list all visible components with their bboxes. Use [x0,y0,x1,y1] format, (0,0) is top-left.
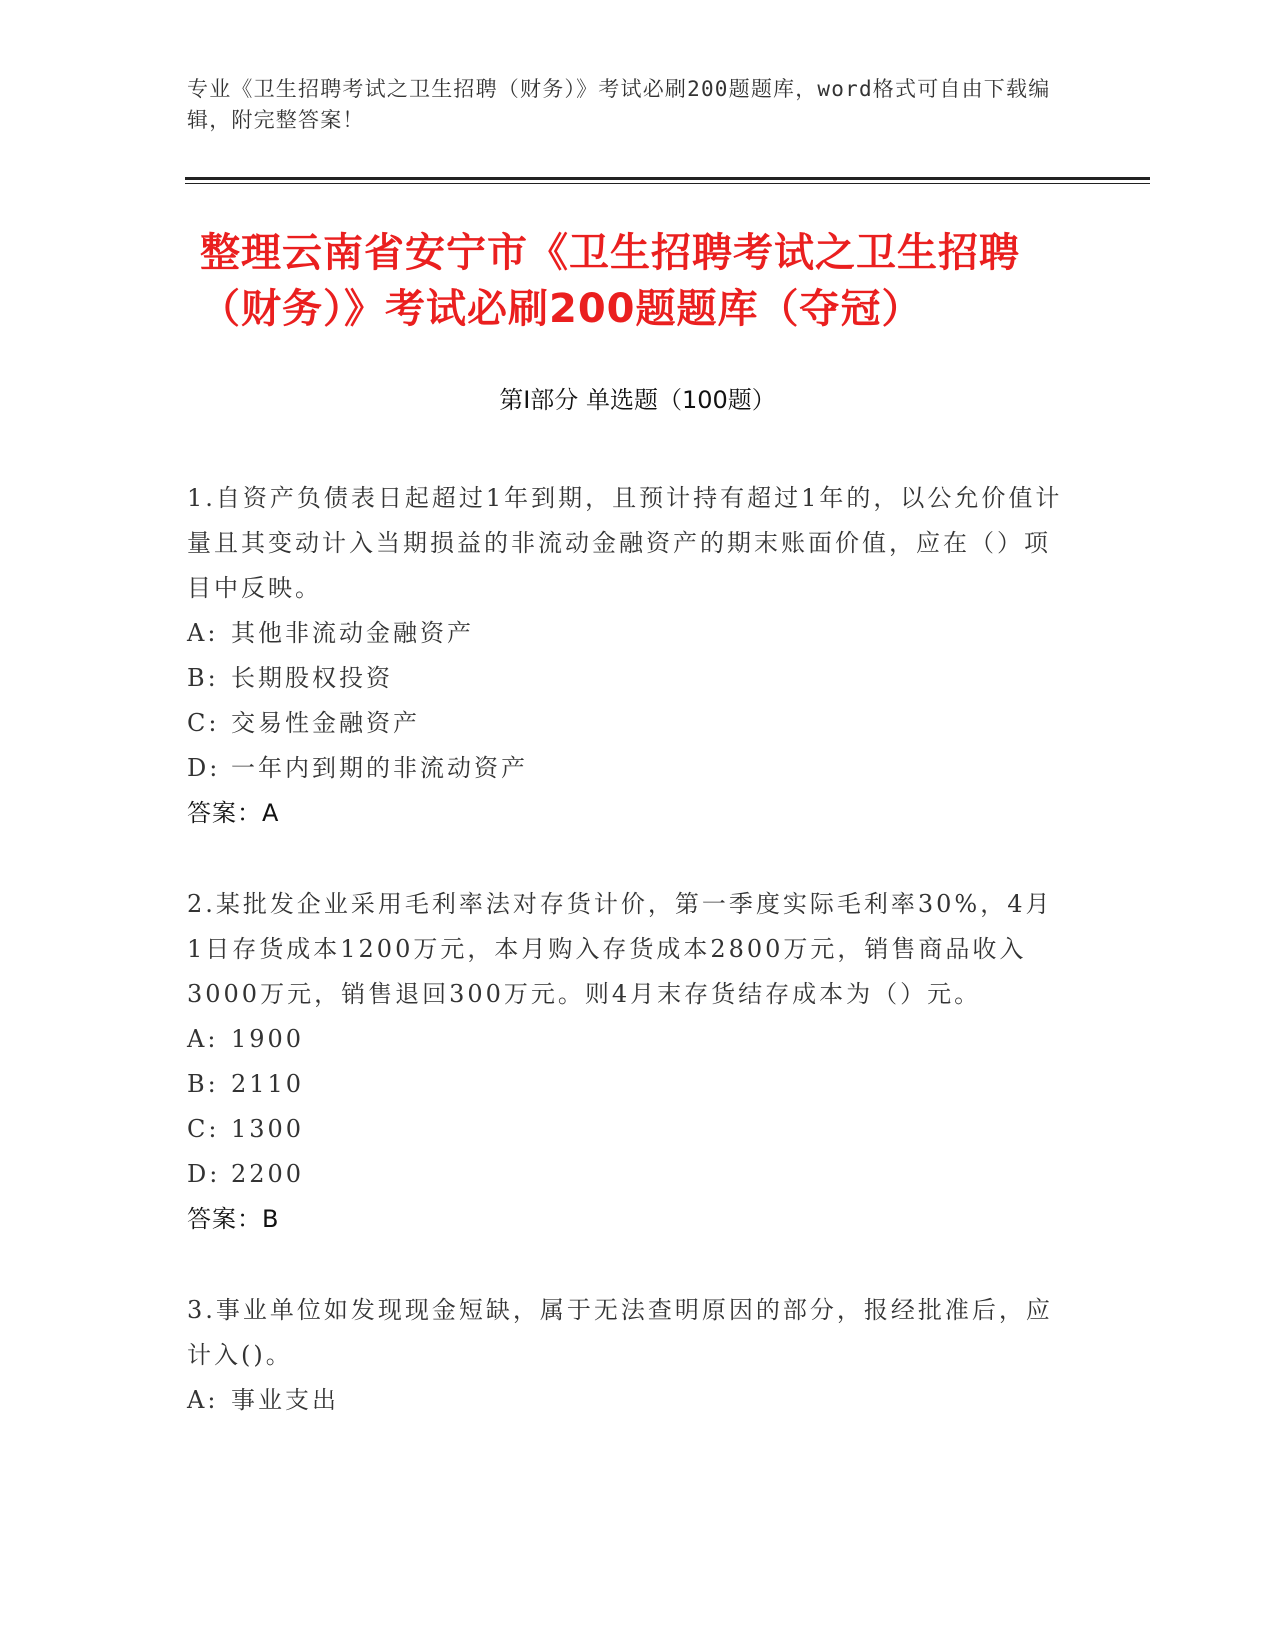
answer-value: A [262,799,280,827]
option-text: 交易性金融资产 [231,709,420,737]
option-d [187,1152,1067,1197]
question-text: 3.事业单位如发现现金短缺，属于无法查明原因的部分，报经批准后，应计入()。 [187,1296,1053,1369]
question-3 [187,1288,1067,1423]
option-key: A: [187,619,219,647]
header-note: 专业《卫生招聘考试之卫生招聘（财务）》考试必刷200题题库，word格式可自由下载编辑，附完整答案！ [187,77,1051,132]
option-text: 事业支出 [231,1386,339,1414]
answer-label: 答案： [187,799,262,827]
header-divider-thin [185,183,1150,184]
option-key: B: [187,664,219,692]
question-1 [187,476,1067,836]
option-key: A: [187,1386,219,1414]
option-key: B: [187,1070,219,1098]
section-heading: 第Ⅰ部分 单选题（100题） [499,386,776,414]
option-text: 1300 [231,1115,305,1143]
option-text: 2200 [231,1160,305,1188]
question-text: 2.某批发企业采用毛利率法对存货计价，第一季度实际毛利率30%，4月1日存货成本1200万元，本月购入存货成本2800万元，销售商品收入3000万元，销售退回300万元。则4月末存货结存成本为（）元。 [187,890,1053,1008]
option-a [187,1378,1067,1423]
option-a [187,1017,1067,1062]
option-key: D: [187,754,221,782]
option-text: 其他非流动金融资产 [231,619,474,647]
option-key: C: [187,1115,220,1143]
question-text: 1.自资产负债表日起超过1年到期，且预计持有超过1年的，以公允价值计量且其变动计入当期损益的非流动金融资产的期末账面价值，应在（）项目中反映。 [187,484,1063,602]
option-c [187,1107,1067,1152]
option-b [187,656,1067,701]
option-text: 一年内到期的非流动资产 [231,754,528,782]
option-key: A: [187,1025,219,1053]
option-text: 1900 [231,1025,305,1053]
document-title: 整理云南省安宁市《卫生招聘考试之卫生招聘（财务）》考试必刷200题题库（夺冠） [200,230,1020,332]
question-2 [187,882,1067,1242]
answer-value: B [262,1205,280,1233]
option-key: D: [187,1160,221,1188]
answer-line [187,1197,1067,1242]
option-d [187,746,1067,791]
option-key: C: [187,709,220,737]
option-text: 2110 [231,1070,305,1098]
option-text: 长期股权投资 [231,664,393,692]
option-b [187,1062,1067,1107]
option-c [187,701,1067,746]
option-a [187,611,1067,656]
answer-label: 答案： [187,1205,262,1233]
answer-line [187,791,1067,836]
header-divider-thick [185,177,1150,180]
question-list [187,476,1067,1469]
